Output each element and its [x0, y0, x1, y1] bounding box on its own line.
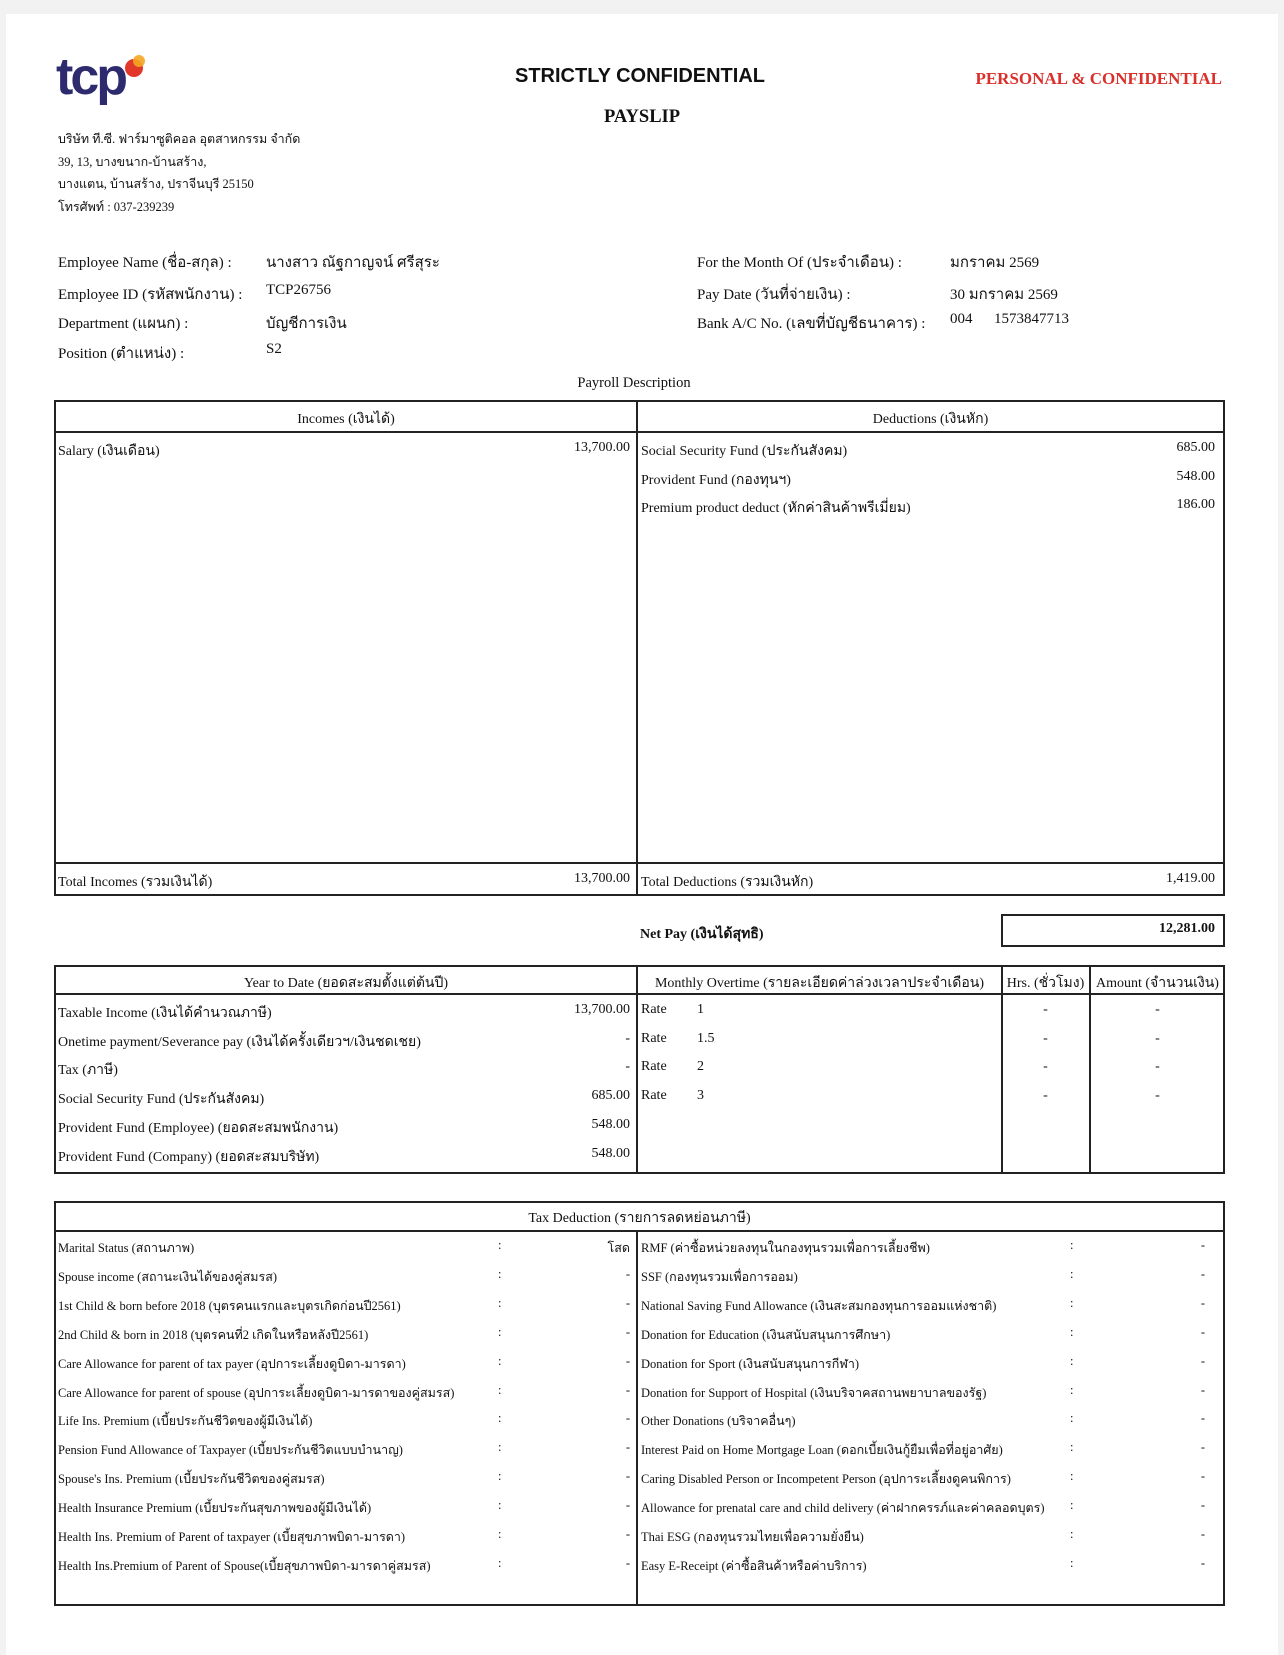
ytd-row-amount: - [625, 1059, 630, 1075]
tax-right-value: - [1200, 1324, 1205, 1339]
tax-left-separator: : [498, 1411, 502, 1426]
employee-name-value: นางสาว ณัฐกาญจน์ ศรีสุระ [266, 255, 440, 271]
deduction-amount: 186.00 [1176, 497, 1215, 512]
hrs-header: Hrs. (ชั่วโมง) [1006, 976, 1085, 991]
tax-right-separator: : [1070, 1469, 1074, 1484]
tax-right-value: - [1200, 1440, 1205, 1455]
tax-left-separator: : [498, 1238, 502, 1252]
tax-left-label: Health Ins. Premium of Parent of taxpayer (เบี้ยสุขภาพบิดา-มารดา) [58, 1530, 406, 1544]
tax-right-separator: : [1070, 1440, 1074, 1455]
amount-header: Amount (จำนวนเงิน) [1096, 976, 1219, 991]
strictly-confidential-title: STRICTLY CONFIDENTIAL [514, 65, 765, 87]
tax-right-label: Allowance for prenatal care and child delivery (ค่าฝากครรภ์และค่าคลอดบุตร) [641, 1501, 1045, 1516]
deductions-header: Deductions (เงินหัก) [872, 412, 989, 427]
tax-right-label: Thai ESG (กองทุนรวมไทยเพื่อความยั่งยืน) [641, 1530, 864, 1544]
overtime-amount: - [1155, 1030, 1160, 1046]
ytd-row-amount: 13,700.00 [574, 1002, 630, 1017]
income-label: Salary (เงินเดือน) [58, 444, 160, 459]
ytd-row-label: Onetime payment/Severance pay (เงินได้ครั้งเดียวฯ/เงินชดเชย) [58, 1034, 421, 1050]
ytd-row-label: Tax (ภาษี) [58, 1063, 118, 1079]
payroll-column-divider [636, 400, 638, 896]
tax-right-value: - [1200, 1382, 1205, 1397]
overtime-amount: - [1155, 1002, 1160, 1017]
tax-column-divider [636, 1230, 638, 1606]
overtime-hrs: - [1043, 1030, 1048, 1046]
tax-left-value: - [625, 1266, 630, 1281]
tax-left-value: - [625, 1440, 630, 1455]
position-label: Position (ตำแหน่ง) : [58, 346, 185, 362]
tax-right-value: - [1200, 1527, 1205, 1541]
payroll-total-divider [54, 862, 1225, 864]
deduction-amount: 548.00 [1176, 469, 1215, 484]
bank-account-number: 1573847713 [994, 311, 1069, 327]
tax-left-separator: : [498, 1266, 502, 1281]
pay-date-label: Pay Date (วันที่จ่ายเงิน) : [697, 287, 851, 303]
month-value: มกราคม 2569 [950, 255, 1040, 271]
payroll-header-divider [54, 431, 1225, 433]
tax-left-value: - [625, 1324, 630, 1339]
department-value: บัญชีการเงิน [266, 316, 347, 332]
tax-left-value: โสด [607, 1241, 630, 1255]
overtime-rate-value: 2 [697, 1059, 704, 1075]
overtime-header: Monthly Overtime (รายละเอียดค่าล่วงเวลาประจำเดือน) [654, 976, 985, 991]
overtime-amount: - [1155, 1088, 1160, 1104]
company-name: บริษัท ที.ซี. ฟาร์มาซูติคอล อุตสาหกรรม จำกัด [58, 132, 301, 146]
position-value: S2 [266, 341, 282, 357]
overtime-rate-value: 3 [697, 1088, 704, 1104]
employee-name-label: Employee Name (ชื่อ-สกุล) : [58, 255, 232, 271]
tax-deduction-header: Tax Deduction (รายการลดหย่อนภาษี) [528, 1211, 751, 1226]
tax-left-value: - [625, 1555, 630, 1570]
tax-right-separator: : [1070, 1382, 1074, 1397]
tax-right-value: - [1200, 1353, 1205, 1368]
ytd-row-amount: - [625, 1030, 630, 1046]
tax-left-separator: : [498, 1440, 502, 1455]
address-line-2: บางแตน, บ้านสร้าง, ปราจีนบุรี 25150 [58, 177, 254, 191]
employee-id-value: TCP26756 [266, 282, 332, 298]
address-line-1: 39, 13, บางขนาก-บ้านสร้าง, [58, 154, 207, 169]
tax-left-value: - [625, 1527, 630, 1541]
tax-right-label: National Saving Fund Allowance (เงินสะสมกองทุนการออมแห่งชาติ) [641, 1298, 997, 1313]
deduction-label: Premium product deduct (หักค่าสินค้าพรีเมี่ยม) [641, 501, 911, 516]
tax-right-label: RMF (ค่าซื้อหน่วยลงทุนในกองทุนรวมเพื่อการเลี้ยงชีพ) [641, 1241, 930, 1255]
tax-left-label: 1st Child & born before 2018 (บุตรคนแรกและบุตรเกิดก่อนปี2561) [58, 1298, 401, 1313]
total-deductions-value: 1,419.00 [1166, 871, 1215, 886]
deduction-label: Social Security Fund (ประกันสังคม) [641, 444, 848, 459]
tax-right-value: - [1200, 1469, 1205, 1484]
overtime-amount: - [1155, 1059, 1160, 1075]
month-label: For the Month Of (ประจำเดือน) : [697, 255, 902, 271]
total-deductions-label: Total Deductions (รวมเงินหัก) [641, 875, 814, 890]
incomes-header: Incomes (เงินได้) [297, 412, 395, 427]
ytd-row-amount: 548.00 [591, 1116, 630, 1132]
deduction-amount: 685.00 [1176, 440, 1215, 455]
tax-left-label: Care Allowance for parent of spouse (อุปการะเลี้ยงดูบิดา-มารดาของคู่สมรส) [58, 1385, 455, 1400]
overtime-rate-value: 1.5 [697, 1030, 715, 1046]
tax-right-label: Other Donations (บริจาคอื่นๆ) [641, 1414, 796, 1429]
tax-right-label: Easy E-Receipt (ค่าซื้อสินค้าหรือค่าบริการ) [641, 1558, 867, 1573]
ytd-row-label: Social Security Fund (ประกันสังคม) [58, 1092, 265, 1108]
tax-left-separator: : [498, 1353, 502, 1368]
overtime-rate-label: Rate [641, 1059, 667, 1075]
employee-id-label: Employee ID (รหัสพนักงาน) : [58, 287, 243, 303]
tax-right-separator: : [1070, 1555, 1074, 1570]
net-pay-label: Net Pay (เงินได้สุทธิ) [640, 927, 764, 942]
tax-left-value: - [625, 1469, 630, 1484]
tax-right-separator: : [1070, 1266, 1074, 1281]
overtime-rate-value: 1 [697, 1002, 704, 1017]
tax-right-separator: : [1070, 1498, 1074, 1513]
bank-code: 004 [950, 311, 973, 327]
tax-right-separator: : [1070, 1527, 1074, 1541]
tax-left-separator: : [498, 1324, 502, 1339]
tax-right-value: - [1200, 1498, 1205, 1513]
tax-left-label: Care Allowance for parent of tax payer (อุปการะเลี้ยงดูบิดา-มารดา) [58, 1356, 406, 1371]
payroll-description-title: Payroll Description [577, 375, 691, 391]
tax-right-separator: : [1070, 1238, 1074, 1252]
bank-account-label: Bank A/C No. (เลขที่บัญชีธนาคาร) : [697, 316, 926, 332]
overtime-hrs: - [1043, 1002, 1048, 1017]
company-address [58, 128, 300, 218]
payslip-title: PAYSLIP [603, 107, 681, 127]
tax-left-label: Pension Fund Allowance of Taxpayer (เบี้ยประกันชีวิตแบบบำนาญ) [58, 1443, 403, 1458]
tax-left-value: - [625, 1498, 630, 1513]
net-pay-value: 12,281.00 [1159, 921, 1215, 936]
income-amount: 13,700.00 [574, 440, 630, 455]
tax-right-value: - [1200, 1295, 1205, 1310]
deduction-label: Provident Fund (กองทุนฯ) [641, 473, 791, 488]
tax-left-label: Spouse income (สถานะเงินได้ของคู่สมรส) [58, 1269, 278, 1284]
tax-right-value: - [1200, 1266, 1205, 1281]
ytd-row-amount: 548.00 [591, 1145, 630, 1161]
total-incomes-value: 13,700.00 [574, 871, 630, 886]
ytd-row-amount: 685.00 [591, 1088, 630, 1104]
tax-left-separator: : [498, 1469, 502, 1484]
tax-left-label: Health Insurance Premium (เบี้ยประกันสุขภาพของผู้มีเงินได้) [58, 1501, 372, 1516]
tax-right-value: - [1200, 1555, 1205, 1570]
overtime-hrs: - [1043, 1088, 1048, 1104]
company-phone: โทรศัพท์ : 037-239239 [58, 199, 175, 214]
tax-right-label: Donation for Support of Hospital (เงินบริจาคสถานพยาบาลของรัฐ) [641, 1385, 987, 1400]
tax-left-value: - [625, 1295, 630, 1310]
tax-left-separator: : [498, 1498, 502, 1513]
tax-right-label: Interest Paid on Home Mortgage Loan (ดอกเบี้ยเงินกู้ยืมเพื่อที่อยู่อาศัย) [641, 1443, 1003, 1458]
tax-left-value: - [625, 1411, 630, 1426]
ytd-row-label: Provident Fund (Employee) (ยอดสะสมพนักงาน) [58, 1120, 339, 1136]
tax-right-separator: : [1070, 1411, 1074, 1426]
tax-left-label: 2nd Child & born in 2018 (บุตรคนที่2 เกิดในหรือหลังปี2561) [58, 1327, 369, 1342]
overtime-rate-label: Rate [641, 1088, 667, 1104]
tax-left-label: Health Ins.Premium of Parent of Spouse(เบี้ยสุขภาพบิดา-มารดาคู่สมรส) [58, 1558, 431, 1573]
tax-left-value: - [625, 1382, 630, 1397]
tax-left-label: Spouse's Ins. Premium (เบี้ยประกันชีวิตของคู่สมรส) [58, 1472, 325, 1487]
tax-left-label: Marital Status (สถานภาพ) [58, 1241, 195, 1255]
tax-right-label: Caring Disabled Person or Incompetent Person (อุปการะเลี้ยงดูคนพิการ) [641, 1472, 1011, 1487]
tax-right-value: - [1200, 1238, 1205, 1252]
tax-header-divider [54, 1230, 1225, 1232]
department-label: Department (แผนก) : [58, 316, 189, 332]
tax-left-separator: : [498, 1527, 502, 1541]
logo-text: tcp [56, 50, 125, 106]
tax-left-value: - [625, 1353, 630, 1368]
tax-right-separator: : [1070, 1353, 1074, 1368]
ytd-row-label: Taxable Income (เงินได้คำนวณภาษี) [58, 1006, 272, 1021]
tax-right-separator: : [1070, 1324, 1074, 1339]
tax-right-label: SSF (กองทุนรวมเพื่อการออม) [641, 1269, 798, 1284]
tax-left-label: Life Ins. Premium (เบี้ยประกันชีวิตของผู้มีเงินได้) [58, 1414, 313, 1429]
ytd-header: Year to Date (ยอดสะสมตั้งแต่ต้นปี) [243, 976, 449, 991]
tax-left-separator: : [498, 1555, 502, 1570]
tax-left-separator: : [498, 1295, 502, 1310]
overtime-rate-label: Rate [641, 1030, 667, 1046]
ytd-row-label: Provident Fund (Company) (ยอดสะสมบริษัท) [58, 1149, 320, 1165]
pay-date-value: 30 มกราคม 2569 [950, 287, 1058, 303]
tax-right-separator: : [1070, 1295, 1074, 1310]
tax-left-separator: : [498, 1382, 502, 1397]
ytd-column-divider [636, 965, 638, 1174]
overtime-hrs: - [1043, 1059, 1048, 1075]
tax-right-label: Donation for Education (เงินสนับสนุนการศึกษา) [641, 1327, 891, 1342]
total-incomes-label: Total Incomes (รวมเงินได้) [58, 875, 213, 890]
overtime-rate-label: Rate [641, 1002, 667, 1017]
personal-confidential-label: PERSONAL & CONFIDENTIAL [975, 69, 1222, 88]
tax-right-label: Donation for Sport (เงินสนับสนุนการกีฬา) [641, 1356, 860, 1371]
tax-right-value: - [1200, 1411, 1205, 1426]
